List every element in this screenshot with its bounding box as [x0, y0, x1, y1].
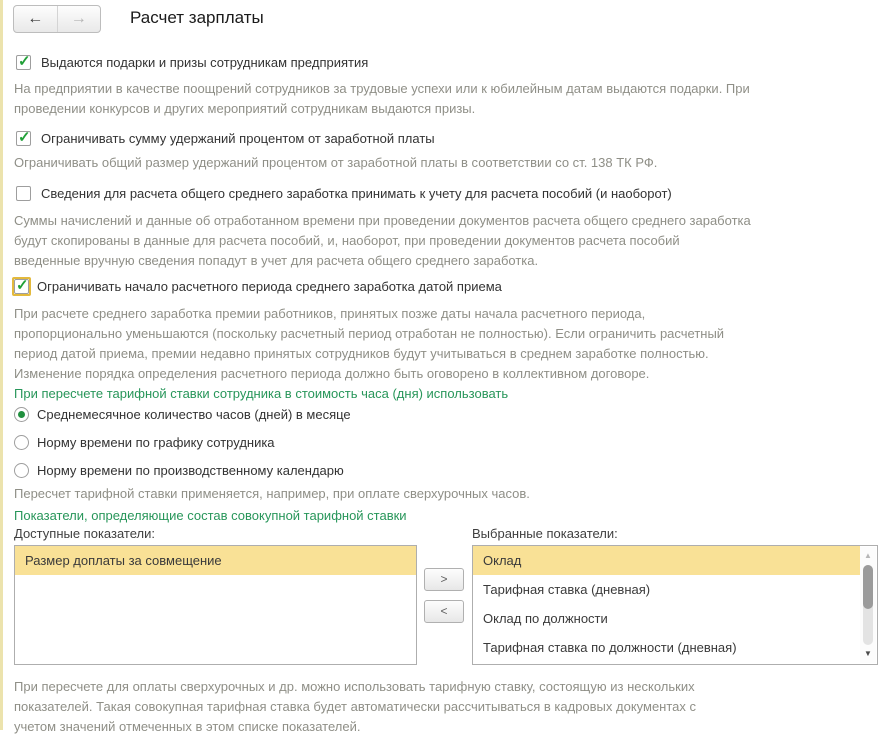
radio-label: Среднемесячное количество часов (дней) в месяце	[37, 406, 351, 422]
scrollbar-thumb[interactable]	[863, 565, 873, 609]
checkbox-focus-wrap	[14, 53, 33, 72]
list-item[interactable]: Тарифная ставка (дневная)	[483, 582, 651, 597]
checkbox-row-period-start-limit[interactable]	[12, 276, 502, 296]
scroll-up-icon[interactable]: ▲	[864, 551, 872, 560]
description-line: пропорционально уменьшаются (поскольку расчетный период отработан не полностью). Если ограничить расчетный	[14, 326, 725, 341]
move-right-button[interactable]: >	[424, 568, 464, 591]
back-button[interactable]	[14, 6, 58, 32]
forward-button[interactable]	[58, 6, 101, 32]
selected-indicators-list[interactable]	[472, 545, 878, 665]
window-edge-strip	[0, 0, 3, 730]
available-indicators-label: Доступные показатели:	[14, 526, 155, 541]
indicators-note	[14, 677, 696, 737]
description-line: Изменение порядка определения расчетного периода должно быть оговорено в коллективном договоре.	[14, 366, 650, 381]
description-line: введенные вручную сведения попадут в учет для расчета общего среднего заработка.	[14, 253, 539, 268]
checkbox-focus-wrap	[12, 277, 31, 296]
description-line: период датой приема, премии недавно принятых сотрудников будут учитываться в среднем заработке полностью.	[14, 346, 709, 361]
vertical-scrollbar[interactable]	[860, 547, 876, 663]
description-line: На предприятии в качестве поощрений сотрудников за трудовые успехи или к юбилейным датам выдаются подарки. При	[14, 81, 750, 96]
gifts-checkbox[interactable]	[16, 52, 31, 70]
checkbox-row-average-earnings-sync[interactable]	[14, 183, 672, 203]
checkbox-focus-wrap	[14, 129, 33, 148]
radio-label: Норму времени по графику сотрудника	[37, 434, 275, 450]
avg-monthly-hours-radio[interactable]	[14, 407, 29, 422]
back-arrow-icon: ←	[27, 10, 44, 27]
nav-button-group	[13, 5, 101, 33]
description-line: Суммы начислений и данные об отработанном времени при проведении документов расчета общего среднего заработка	[14, 213, 751, 228]
checkbox-row-deduction-limit[interactable]	[14, 128, 435, 148]
checkbox-label: Выдаются подарки и призы сотрудникам предприятия	[41, 54, 369, 70]
checkbox-label: Сведения для расчета общего среднего заработка принимать к учету для расчета пособий (и наоборот)	[41, 185, 672, 201]
description-line: Пересчет тарифной ставки применяется, например, при оплате сверхурочных часов.	[14, 486, 530, 501]
description-line: учетом значений отмеченных в этом списке показателей.	[14, 719, 361, 734]
period-start-limit-description	[14, 304, 724, 384]
check-icon: ✓	[18, 52, 31, 70]
description-line: будут скопированы в данные для расчета пособий, и, наоборот, при проведении документов расчета пособий	[14, 233, 680, 248]
list-item[interactable]: Размер доплаты за совмещение	[15, 546, 416, 575]
radio-dot	[18, 411, 25, 418]
page-title: Расчет зарплаты	[130, 8, 264, 27]
deduction-limit-description	[14, 153, 657, 173]
forward-arrow-icon: →	[70, 10, 87, 27]
average-earnings-sync-description	[14, 211, 751, 271]
checkbox-label: Ограничивать сумму удержаний процентом от заработной платы	[41, 130, 435, 146]
list-item[interactable]: Оклад по должности	[483, 611, 608, 626]
check-icon: ✓	[18, 128, 31, 146]
radio-label: Норму времени по производственному календарю	[37, 462, 344, 478]
tariff-recalc-note	[14, 484, 530, 504]
radio-row-avg-monthly-hours[interactable]	[14, 404, 351, 424]
selected-indicators-label: Выбранные показатели:	[472, 526, 618, 541]
checkbox-focus-wrap	[14, 184, 33, 203]
available-indicators-list[interactable]	[14, 545, 417, 665]
indicators-heading: Показатели, определяющие состав совокупной тарифной ставки	[14, 508, 407, 523]
description-line: При расчете среднего заработка премии работников, принятых позже даты начала расчетного периода,	[14, 306, 646, 321]
list-item[interactable]: Тарифная ставка по должности (дневная)	[483, 640, 737, 655]
move-left-button[interactable]: <	[424, 600, 464, 623]
checkbox-label: Ограничивать начало расчетного периода среднего заработка датой приема	[37, 278, 502, 294]
check-icon: ✓	[16, 276, 29, 294]
scrollbar-track[interactable]	[863, 565, 873, 645]
description-line: показателей. Такая совокупная тарифная ставка будет автоматически рассчитываться в кадровых документах с	[14, 699, 697, 714]
production-calendar-norm-radio[interactable]	[14, 463, 29, 478]
checkbox-row-gifts[interactable]	[14, 52, 368, 72]
employee-schedule-norm-radio[interactable]	[14, 435, 29, 450]
description-line: проведении конкурсов и других мероприятий сотрудникам выдаются призы.	[14, 101, 476, 116]
description-line: При пересчете для оплаты сверхурочных и др. можно использовать тарифную ставку, состоящую из нескольких	[14, 679, 695, 694]
gifts-description	[14, 79, 750, 119]
average-earnings-sync-checkbox[interactable]	[16, 186, 31, 201]
radio-row-production-calendar-norm[interactable]	[14, 460, 344, 480]
list-item[interactable]: Оклад	[473, 546, 860, 575]
radio-row-employee-schedule-norm[interactable]	[14, 432, 275, 452]
scroll-down-icon[interactable]: ▼	[864, 649, 872, 658]
deduction-limit-checkbox[interactable]	[16, 128, 31, 146]
tariff-recalc-heading: При пересчете тарифной ставки сотрудника в стоимость часа (дня) использовать	[14, 386, 509, 401]
period-start-limit-checkbox[interactable]	[14, 276, 29, 294]
description-line: Ограничивать общий размер удержаний процентом от заработной платы в соответствии со ст. 138 ТК РФ.	[14, 155, 658, 170]
